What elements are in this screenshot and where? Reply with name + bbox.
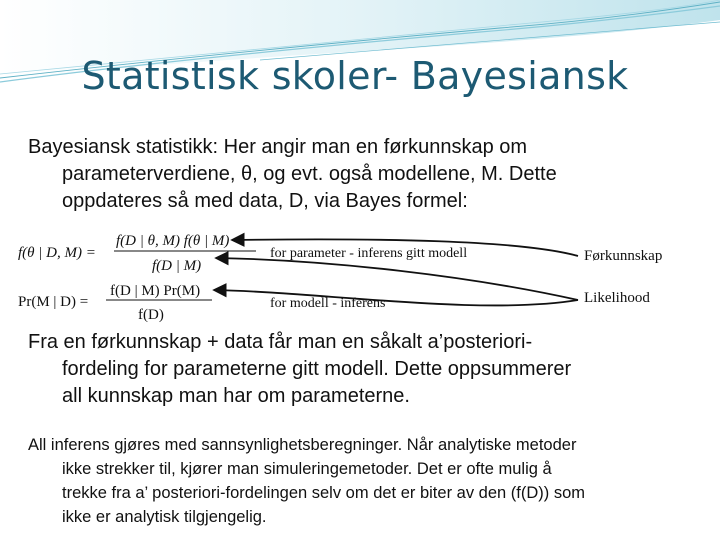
- posterior-line-3: all kunnskap man har om parameterne.: [62, 385, 410, 407]
- inference-line-3: trekke fra a’ posteriori-fordelingen selv om det er biter av den (f(D)) som: [62, 484, 586, 502]
- inference-line-4: ikke er analytisk tilgjengelig.: [62, 508, 267, 526]
- likelihood-label: Likelihood: [584, 290, 650, 306]
- formula1-note: for parameter - inferens gitt modell: [270, 246, 468, 261]
- bayes-formulas: [0, 220, 720, 330]
- intro-paragraph: [28, 134, 688, 215]
- formula2-numerator: f(D | M) Pr(M): [110, 283, 201, 299]
- intro-line-1: Bayesiansk statistikk: Her angir man en førkunnskap om: [28, 136, 528, 158]
- inference-line-1: All inferens gjøres med sannsynlighetsberegninger. Når analytiske metoder: [28, 436, 577, 454]
- formula1-lhs: f(θ | D, M) =: [18, 245, 96, 261]
- intro-line-2: parameterverdiene, θ, og evt. også modellene, M. Dette: [62, 163, 557, 185]
- formula2-lhs: Pr(M | D) =: [18, 294, 89, 310]
- prior-label: Førkunnskap: [584, 248, 663, 264]
- formula2-denominator: f(D): [138, 307, 164, 323]
- posterior-paragraph: [28, 329, 700, 410]
- inference-line-2: ikke strekker til, kjører man simuleringemetoder. Det er ofte mulig å: [62, 460, 552, 478]
- formula2-note: for modell - inferens: [270, 296, 386, 311]
- formula1-denominator: f(D | M): [152, 258, 202, 274]
- inference-paragraph: [28, 433, 714, 529]
- prior-arrow-2: [214, 290, 578, 305]
- slide-title: Statistisk skoler- Bayesiansk: [81, 54, 629, 98]
- formula1-numerator: f(D | θ, M) f(θ | M): [116, 233, 230, 249]
- posterior-line-2: fordeling for parameterne gitt modell. Dette oppsummerer: [62, 358, 572, 380]
- intro-line-3: oppdateres så med data, D, via Bayes formel:: [62, 190, 468, 212]
- posterior-line-1: Fra en førkunnskap + data får man en såkalt a’posteriori-: [28, 331, 533, 353]
- likelihood-arrow: [216, 258, 578, 300]
